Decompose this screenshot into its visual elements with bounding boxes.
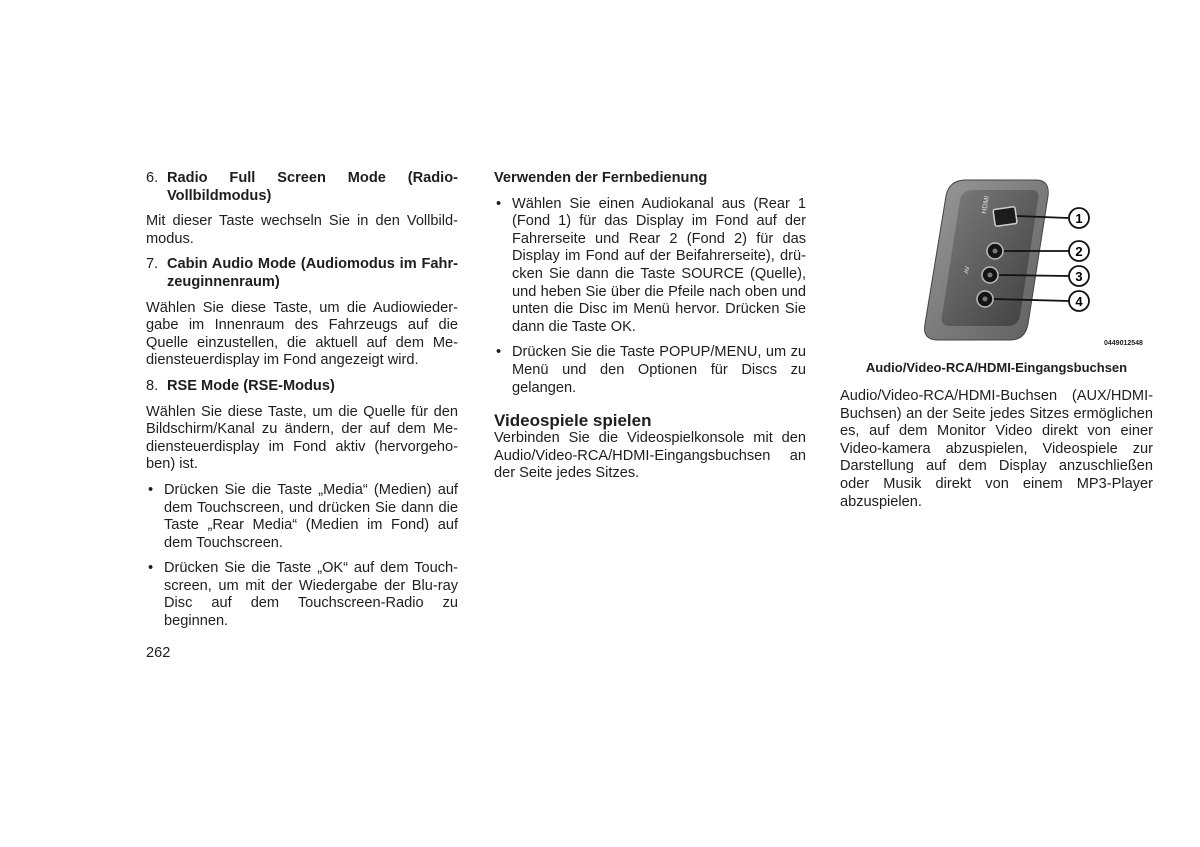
item-number: 8. [146,377,159,394]
bullet-item [494,196,806,337]
bullet-marker: • [148,481,154,498]
av-panel-illustration [916,174,1156,352]
bullet-marker: • [496,195,502,212]
bullet-text: Drücken Sie die Taste „OK“ auf dem Touch-screen, um mit der Wiedergabe der Blu-ray Disc auf dem Touchscreen-Radio zu beginnen. [164,560,458,630]
bullet-item [494,344,806,397]
callout-3 [1069,266,1089,286]
bullet-marker: • [496,344,502,361]
svg-text:2: 2 [1075,244,1083,259]
middle-column [494,170,806,491]
av-label: AV [964,265,972,275]
callout-1 [1069,208,1089,228]
right-column [840,388,1153,519]
bullet-item [146,482,458,552]
section-title: Videospiele spielen [494,411,652,431]
svg-text:1: 1 [1075,211,1083,226]
list-item-6 [146,170,458,205]
hdmi-port [993,207,1017,227]
item-title: Radio Full Screen Mode (Radio-Vollbildmodus) [167,170,458,204]
figure-caption: Audio/Video-RCA/HDMI-Eingangsbuchsen [865,360,1128,375]
bullet-text: Drücken Sie die Taste „Media“ (Medien) auf dem Touchscreen, und drücken Sie dann die Taste „Rear Media“ (Medien im Fond) auf dem Touchscreen. [164,481,458,551]
hdmi-label: HDMI [981,195,992,215]
item-description: Wählen Sie diese Taste, um die Audiowieder-gabe im Innenraum des Fahrzeugs auf die Quelle einzustellen, die aktuell auf dem Me-diensteuerdisplay im Fond angezeigt wird. [146,299,458,369]
svg-text:4: 4 [1075,294,1083,309]
bullet-item [146,560,458,630]
callout-4 [1069,291,1089,311]
item-number: 6. [146,170,159,186]
section-text: Verbinden Sie die Videospielkonsole mit den Audio/Video-RCA/HDMI-Eingangsbuchsen an der Seite jedes Sitzes. [494,430,806,482]
item-title: RSE Mode (RSE-Modus) [167,377,335,394]
item-title: Cabin Audio Mode (Audiomodus im Fahr-zeuginnenraum) [167,256,458,290]
item-description: Mit dieser Taste wechseln Sie in den Vollbild-modus. [146,213,458,247]
av-input-jacks-figure [916,174,1156,352]
left-column [146,170,458,662]
page-number: 262 [146,644,171,661]
callout-2 [1069,241,1089,261]
subheading: Verwenden der Fernbedienung [494,170,708,186]
item-number: 7. [146,256,159,273]
svg-text:3: 3 [1075,269,1083,284]
item-description: Wählen Sie diese Taste, um die Quelle für den Bildschirm/Kanal zu ändern, der auf dem Me-diensteuerdisplay im Fond aktiv (hervorgeho-ben) ist. [146,403,458,473]
right-column-text: Audio/Video-RCA/HDMI-Buchsen (AUX/HDMI-Buchsen) an der Seite jedes Sitzes ermöglichen es, auf dem Monitor Video direkt von einer Video-kamera abzuspielen, Videospiele zur Darstellung auf dem Display anzuschließen oder Musik direkt von einem MP3-Player abzuspielen. [840,388,1153,510]
figure-code: 0449012548 [1104,340,1143,347]
bullet-text: Wählen Sie einen Audiokanal aus (Rear 1 (Fond 1) für das Display im Fond auf der Fahrerseite und Rear 2 (Fond 2) für das Display im Fond auf der Beifahrerseite), drü-cken Sie dann die Taste SOURCE (Quelle), und heben Sie über die Pfeile nach oben und unten die Disc im Menü hervor. Drücken Sie dann die Taste OK. [512,195,806,335]
list-item-7 [146,256,458,291]
list-item-8 [146,378,458,396]
bullet-marker: • [148,560,154,577]
bullet-text: Drücken Sie die Taste POPUP/MENU, um zu Menü und den Optionen für Discs zu gelangen. [512,344,806,396]
